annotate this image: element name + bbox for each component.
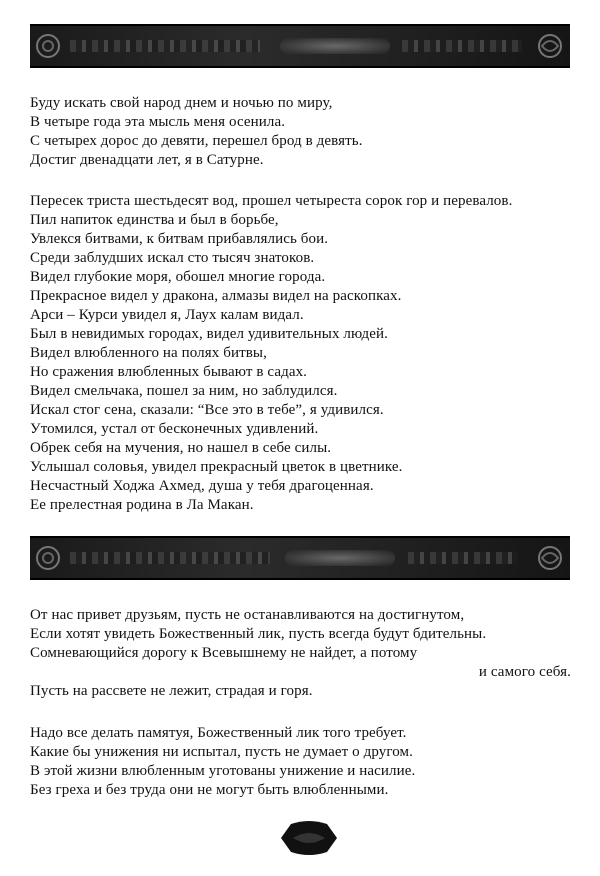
banner-caption bbox=[280, 38, 390, 54]
verse-line: Среди заблудших искал сто тысяч знатоков. bbox=[30, 250, 315, 266]
verse-line: В этой жизни влюбленным уготованы унижение и насилие. bbox=[30, 763, 416, 779]
verse-line: Увлекся битвами, к битвам прибавлялись бои. bbox=[30, 231, 329, 247]
banner-pattern bbox=[70, 40, 260, 52]
verse-line: Обрек себя на мучения, но нашел в себе силы. bbox=[30, 440, 332, 456]
page-ornament-icon bbox=[277, 818, 341, 858]
ornament-icon bbox=[34, 32, 62, 60]
ornament-icon bbox=[536, 32, 564, 60]
verse-line: Сомневающийся дорогу к Всевышнему не найдет, а потому bbox=[30, 645, 418, 661]
verse-line: Услышал соловья, увидел прекрасный цветок в цветнике. bbox=[30, 459, 403, 475]
verse-line-continuation: и самого себя. bbox=[478, 664, 571, 680]
banner-pattern bbox=[402, 40, 522, 52]
verse-line: С четырех дорос до девяти, перешел брод в девять. bbox=[30, 133, 363, 149]
verse-line: Но сражения влюбленных бывают в садах. bbox=[30, 364, 308, 380]
verse-line: Арси – Курси увидел я, Лаух калам видал. bbox=[30, 307, 304, 323]
verse-line: Искал стог сена, сказали: “Все это в тебе”, я удивился. bbox=[30, 402, 384, 418]
header-banner-1 bbox=[30, 24, 570, 68]
stanza-2 bbox=[30, 192, 575, 515]
verse-line: Пусть на рассвете не лежит, страдая и горя. bbox=[30, 683, 313, 699]
verse-line: Видел глубокие моря, обошел многие города. bbox=[30, 269, 326, 285]
verse-line: В четыре года эта мысль меня осенила. bbox=[30, 114, 286, 130]
ornament-icon bbox=[536, 544, 564, 572]
verse-line: Несчастный Ходжа Ахмед, душа у тебя драгоценная. bbox=[30, 478, 374, 494]
stanza-3 bbox=[30, 606, 575, 701]
stanza-1 bbox=[30, 94, 575, 170]
verse-line: Утомился, устал от бесконечных удивлений. bbox=[30, 421, 319, 437]
verse-line: От нас привет друзьям, пусть не останавливаются на достигнутом, bbox=[30, 607, 465, 623]
verse-line: Пересек триста шестьдесят вод, прошел четыреста сорок гор и перевалов. bbox=[30, 193, 513, 209]
verse-line: Без греха и без труда они не могут быть влюбленными. bbox=[30, 782, 389, 798]
ornament-icon bbox=[34, 544, 62, 572]
verse-line: Достиг двенадцати лет, я в Сатурне. bbox=[30, 152, 264, 168]
banner-caption bbox=[285, 550, 395, 566]
banner-pattern bbox=[408, 552, 518, 564]
verse-line: Видел влюбленного на полях битвы, bbox=[30, 345, 267, 361]
verse-line: Ее прелестная родина в Ла Макан. bbox=[30, 497, 254, 513]
banner-pattern bbox=[70, 552, 270, 564]
stanza-4 bbox=[30, 724, 575, 800]
verse-line: Какие бы унижения ни испытал, пусть не думает о другом. bbox=[30, 744, 413, 760]
verse-line: Буду искать свой народ днем и ночью по миру, bbox=[30, 95, 333, 111]
header-banner-2 bbox=[30, 536, 570, 580]
verse-line: Видел смельчака, пошел за ним, но заблудился. bbox=[30, 383, 338, 399]
verse-line: Надо все делать памятуя, Божественный лик того требует. bbox=[30, 725, 407, 741]
verse-line: Если хотят увидеть Божественный лик, пусть всегда будут бдительны. bbox=[30, 626, 487, 642]
verse-line: Был в невидимых городах, видел удивительных людей. bbox=[30, 326, 389, 342]
verse-line: Пил напиток единства и был в борьбе, bbox=[30, 212, 279, 228]
verse-line: Прекрасное видел у дракона, алмазы видел на раскопках. bbox=[30, 288, 402, 304]
